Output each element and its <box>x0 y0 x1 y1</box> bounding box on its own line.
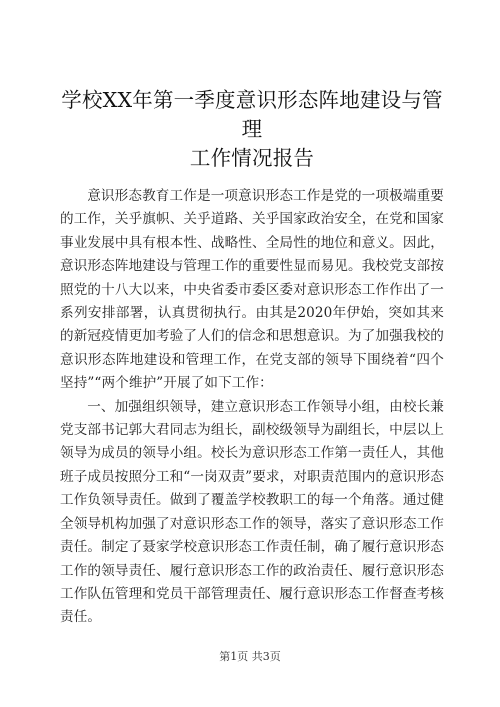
title-line-1: 学校XX年第一季度意识形态阵地建设与管理 <box>61 88 443 141</box>
page-footer: 第1页 共3页 <box>219 650 281 663</box>
document-title <box>60 86 444 173</box>
paragraph-intro: 意识形态教育工作是一项意识形态工作是党的一项极端重要的工作，关乎旗帜、关乎道路、关乎国家政治安全，在党和国家事业发展中具有根本性、战略性、全局性的地位和意义。因此，意识形态阵地建设与管理工作的重要性显而易见。我校党支部按照党的十八大以来，中央省委市委区委对意识形态工作作出了一系列安排部署，认真贯彻执行。由其是2020年伊始，突如其来的新冠疫情更加考验了人们的信念和思想意识。为了加强我校的意识形态阵地建设和管理工作，在党支部的领导下围绕着“四个坚持”“两个维护”开展了如下工作： <box>60 188 444 392</box>
paragraph-section-1: 一、加强组织领导，建立意识形态工作领导小组，由校长兼党支部书记郭大君同志为组长，副校级领导为副组长，中层以上领导为成员的领导小组。校长为意识形态工作第一责任人，其他班子成员按照分工和“一岗双责”要求，对职责范围内的意识形态工作负领导责任。做到了覆盖学校教职工的每一个角落。通过健全领导机构加强了对意识形态工作的领导，落实了意识形态工作责任。制定了聂家学校意识形态工作责任制，确了履行意识形态工作的领导责任、履行意识形态工作的政治责任、履行意识形态工作队伍管理和党员干部管理责任、履行意识形态工作督查考核责任。 <box>60 398 444 626</box>
title-line-2: 工作情况报告 <box>189 146 315 170</box>
document-body <box>60 185 444 630</box>
